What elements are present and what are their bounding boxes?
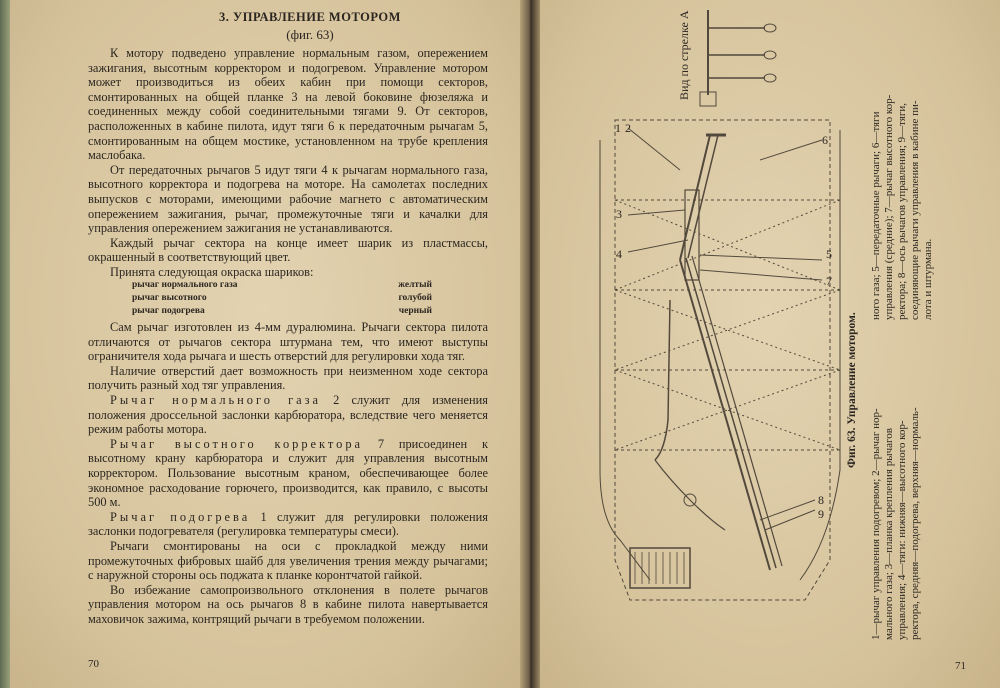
paragraph: Во избежание самопроизвольного отклонения в полете рычагов управления мотором на ось рычагов 8 в кабине пилота навертывается маховичок зажима, контрящий рычаги в требуемом положении. <box>88 582 488 626</box>
caption-line: лота и штурмана. <box>922 238 934 320</box>
control-rod <box>686 258 776 568</box>
paragraph-rest: 7 присоединен к высотному крану карбюратора и служит для управления высотным корректором. Пользование высотным краном, обеспечивающее более экономное расходование горючего, производится, как правило, с высоты 500 м. <box>88 436 488 510</box>
figure-caption-title: Фиг. 63. Управление мотором. <box>846 312 858 468</box>
control-rod <box>680 260 770 570</box>
figure-label: 4 <box>616 247 622 261</box>
caption-line: управления; 4—тяги: нижняя—высотного кор- <box>896 420 908 640</box>
caption-line: мального газа; 3—планка крепления рычагов <box>883 428 895 640</box>
engine-block <box>630 548 690 588</box>
book-gutter <box>520 0 540 688</box>
figure-label: 8 <box>818 493 824 507</box>
color-row <box>132 305 432 318</box>
page-number-left: 70 <box>88 658 99 670</box>
paragraph: Рычаги смонтированы на оси с прокладкой между ними промежуточных фибровых шайб для увеличения трения между рычагами; с наружной стороны ось поджата к планке коронтчатой гайкой. <box>88 538 488 583</box>
color-row <box>132 292 432 305</box>
caption-line: соединяющие рычаги управления в кабине пи- <box>909 100 921 320</box>
paragraph: К мотору подведено управление нормальным газом, опережением зажигания, высотным корректором и подогревом. Управление мотором может производиться из обеих кабин при помощи секторов, смонтированных на общей планке 3 на левой боковине фюзеляжа и соединенных между собой соединительными тягами 9. От секторов, расположенных в кабине пилота, идут тяги 6 к передаточным рычагам 5, смонтированным на общем мостике, установленном на трубе крепления маслобака. <box>88 46 488 163</box>
engine-control-drawing <box>560 0 870 640</box>
color-row-value: голубой <box>398 293 432 303</box>
text-block-top <box>88 46 488 280</box>
caption-line: управления (средние); 7—рычаг высотного кор- <box>883 94 895 320</box>
paragraph-norm-gas <box>88 393 488 437</box>
caption-line: ректора; 8—ось рычагов управления; 9—тяги, <box>896 102 908 320</box>
paragraph: Принята следующая окраска шариков: <box>110 264 314 279</box>
text-block-bottom <box>88 320 488 626</box>
caption-line: 1—рычаг управления подогревом; 2—рычаг нор- <box>870 408 882 640</box>
figure-label: 1 <box>615 121 621 135</box>
figure-label: 3 <box>616 207 622 221</box>
paragraph-rest: 2 служит для изменения положения дроссельной заслонки карбюратора, вследствие чего меняется режим работы мотора. <box>88 392 488 437</box>
color-row-name: рычаг высотного <box>132 293 207 303</box>
section-subheading: (фиг. 63) <box>286 27 334 42</box>
paragraph: Каждый рычаг сектора на конце имеет шарик из пластмассы, окрашенный в соответствующий цвет. <box>88 235 488 265</box>
paragraph-heat <box>88 510 488 539</box>
paragraph-rest: 1 служит для регулировки положения заслонки подогревателя (регулировка температуры смеси). <box>88 509 488 539</box>
figure-label: 2 <box>625 121 631 135</box>
spaced-term: Рычаг высотного корректора <box>110 436 364 451</box>
figure-label: 9 <box>818 507 824 521</box>
figure-label: 7 <box>826 274 832 288</box>
spaced-term: Рычаг нормального газа <box>110 392 322 407</box>
sector-plate <box>685 190 699 280</box>
page-number-right: 71 <box>955 660 966 672</box>
book-edge <box>0 0 10 688</box>
color-table <box>132 279 432 318</box>
control-rod <box>692 256 782 566</box>
paragraph-altitude <box>88 437 488 510</box>
figure-label: 6 <box>822 133 828 147</box>
color-row-value: желтый <box>398 280 432 290</box>
section-heading: 3. УПРАВЛЕНИЕ МОТОРОМ <box>219 10 401 24</box>
color-row-name: рычаг подогрева <box>132 306 205 316</box>
color-row-name: рычаг нормального газа <box>132 280 238 290</box>
color-row <box>132 279 432 292</box>
paragraph: Сам рычаг изготовлен из 4-мм дуралюмина. Рычаги сектора пилота отличаются от рычагов сектора штурмана тем, что имеют выступы ограничителя хода рычага и шесть отверстий для регулировки хода тяг. <box>88 320 488 364</box>
paragraph: Наличие отверстий дает возможность при неизменном ходе сектора получить разный ход тяг управления. <box>88 363 488 393</box>
fuselage-side <box>600 140 650 580</box>
color-row-value: черный <box>398 306 432 316</box>
view-annotation: Вид по стрелке А <box>677 10 691 100</box>
paragraph: От передаточных рычагов 5 идут тяги 4 к рычагам нормального газа, высотного корректора и подогрева на моторе. На самолетах последних выпусков с моторами, имеющими рабочие магнето с автоматическим опережением зажигания, рычаг, промежуточные тяги и качалки для управления опережением зажигания не устанавливаются. <box>88 162 488 236</box>
caption-line: ного газа; 5—передаточные рычаги; 6—тяги <box>870 111 882 320</box>
caption-line: ректора, средняя—подогрева, верхняя—нормаль- <box>909 407 921 640</box>
spaced-term: Рычаг подогрева <box>110 509 251 524</box>
figure-label: 5 <box>826 247 832 261</box>
